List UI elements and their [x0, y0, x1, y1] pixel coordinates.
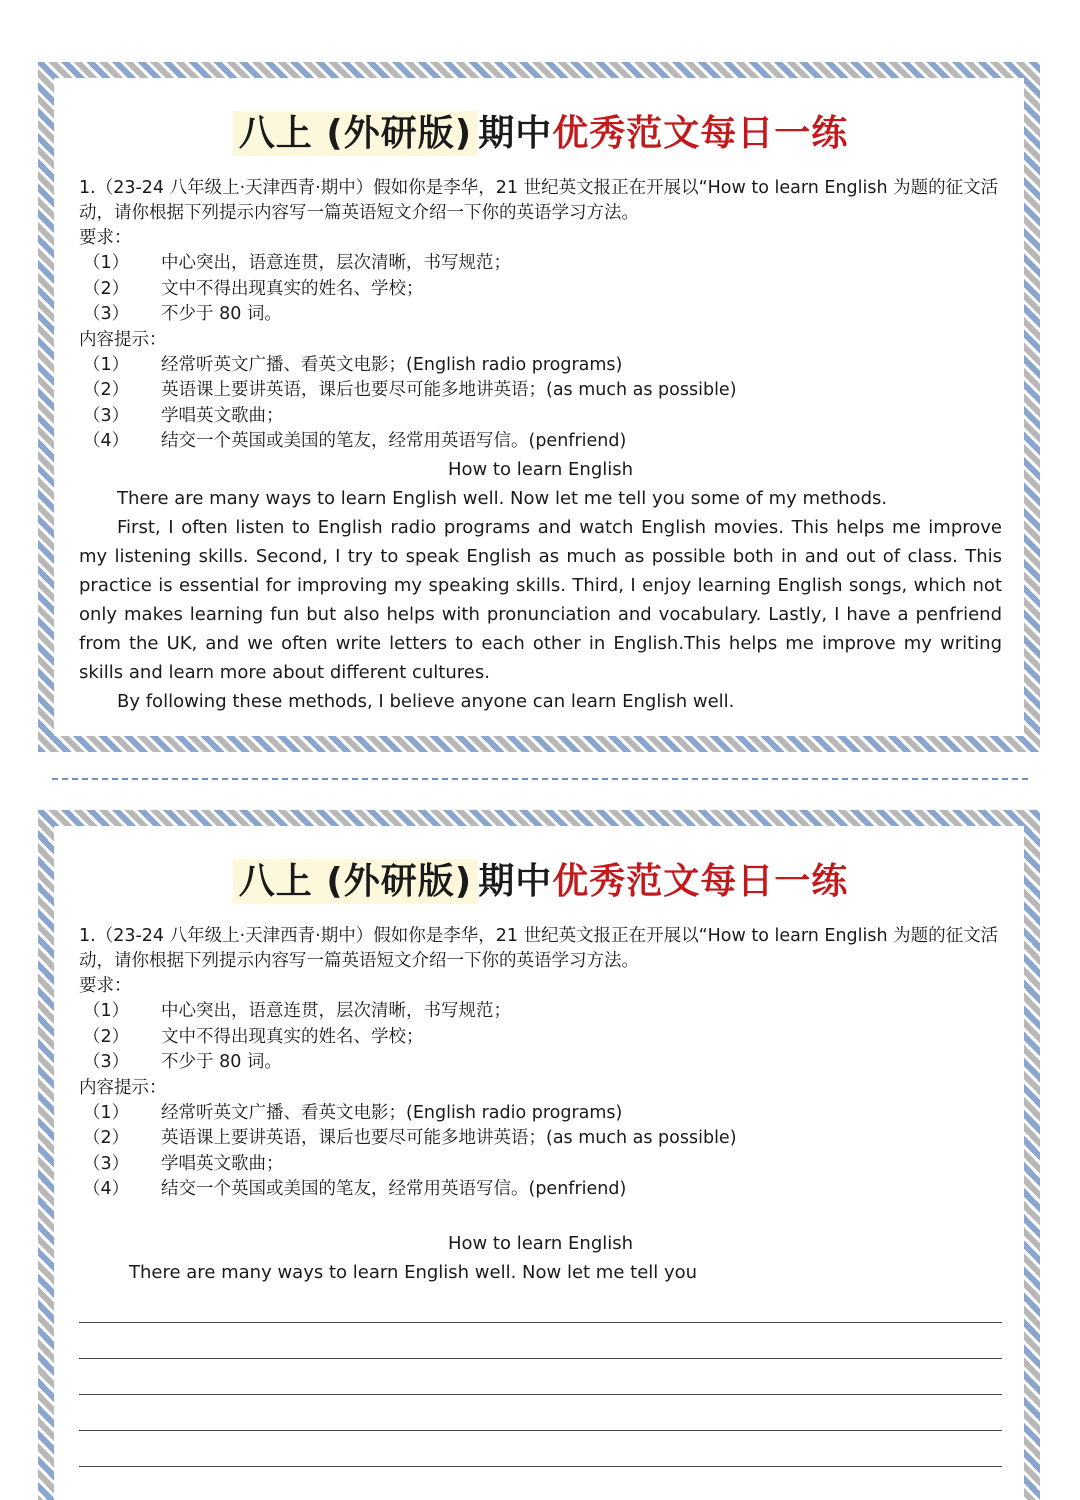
title-practice: 优秀范文每日一练: [552, 113, 849, 154]
hint-item: （2） 英语课上要讲英语，课后也要尽可能多地讲英语；(as much as possible): [83, 380, 737, 400]
essay-paragraph: By following these methods, I believe anyone can learn English well.: [117, 690, 735, 712]
requirement-item: （1） 中心突出，语意连贯，层次清晰，书写规范；: [83, 253, 511, 273]
page-title: [79, 104, 1002, 164]
hint-item: （3） 学唱英文歌曲；: [83, 1153, 284, 1174]
hint-item: （4） 结交一个英国或美国的笔友，经常用英语写信。(penfriend): [83, 431, 627, 451]
practice-card: [38, 810, 1040, 1500]
question-text: 1.（23-24 八年级上·天津西青·期中）假如你是李华，21 世纪英文报正在开展以“How to learn English 为题的征文活动，请你根据下列提示内容写一篇英语短文介绍一下你的英语学习方法。: [79, 178, 999, 223]
writing-line[interactable]: [79, 1431, 1002, 1467]
title-edition: 八上 (外研版): [233, 859, 478, 904]
section-divider: [52, 778, 1028, 780]
requirement-item: （3） 不少于 80 词。: [83, 304, 282, 324]
hints-heading: 内容提示：: [79, 329, 167, 350]
writing-line[interactable]: [79, 1395, 1002, 1431]
writing-line[interactable]: [79, 1323, 1002, 1359]
title-practice: 优秀范文每日一练: [552, 861, 849, 902]
model-essay-card: [38, 62, 1040, 752]
title-term: 期中: [478, 861, 553, 902]
writing-line[interactable]: [79, 1359, 1002, 1395]
essay-paragraph: First, I often listen to English radio programs and watch English movies. This helps me improve my listening skills. Second, I try to speak English as much as possible both in and out of class. This practice is essential for improving my speaking skills. Third, I enjoy learning English songs, which not only makes learning fun but also helps with pronunciation and vocabulary. Lastly, I have a penfriend from the UK, and we often write letters to each other in English.This helps me improve my writing skills and learn more about different cultures.: [79, 516, 1002, 683]
practice-essay-title: How to learn English: [447, 1232, 634, 1254]
hint-item: （4） 结交一个英国或美国的笔友，经常用英语写信。(penfriend): [83, 1179, 627, 1199]
requirement-item: （3） 不少于 80 词。: [83, 1052, 282, 1072]
requirement-item: （1） 中心突出，语意连贯，层次清晰，书写规范；: [83, 1001, 511, 1021]
essay-paragraph: There are many ways to learn English well. Now let me tell you some of my methods.: [117, 487, 888, 509]
page-title: [79, 852, 1002, 912]
hints-heading: 内容提示：: [79, 1077, 167, 1098]
requirement-item: （2） 文中不得出现真实的姓名、学校；: [83, 1026, 424, 1047]
practice-opening: There are many ways to learn English well. Now let me tell you: [129, 1261, 698, 1283]
model-essay-content: [79, 104, 1002, 736]
title-edition: 八上 (外研版): [233, 111, 478, 156]
hint-item: （1） 经常听英文广播、看英文电影；(English radio programs): [83, 354, 623, 375]
hint-item: （3） 学唱英文歌曲；: [83, 405, 284, 426]
requirements-heading: 要求：: [79, 228, 132, 248]
requirements-heading: 要求：: [79, 976, 132, 996]
essay-title: How to learn English: [447, 458, 634, 480]
practice-content: [79, 852, 1002, 1500]
writing-line[interactable]: [79, 1287, 1002, 1323]
hint-item: （2） 英语课上要讲英语，课后也要尽可能多地讲英语；(as much as possible): [83, 1128, 737, 1148]
hint-item: （1） 经常听英文广播、看英文电影；(English radio programs): [83, 1102, 623, 1123]
requirement-item: （2） 文中不得出现真实的姓名、学校；: [83, 278, 424, 299]
question-text: 1.（23-24 八年级上·天津西青·期中）假如你是李华，21 世纪英文报正在开展以“How to learn English 为题的征文活动，请你根据下列提示内容写一篇英语短文介绍一下你的英语学习方法。: [79, 926, 999, 971]
title-term: 期中: [478, 113, 553, 154]
